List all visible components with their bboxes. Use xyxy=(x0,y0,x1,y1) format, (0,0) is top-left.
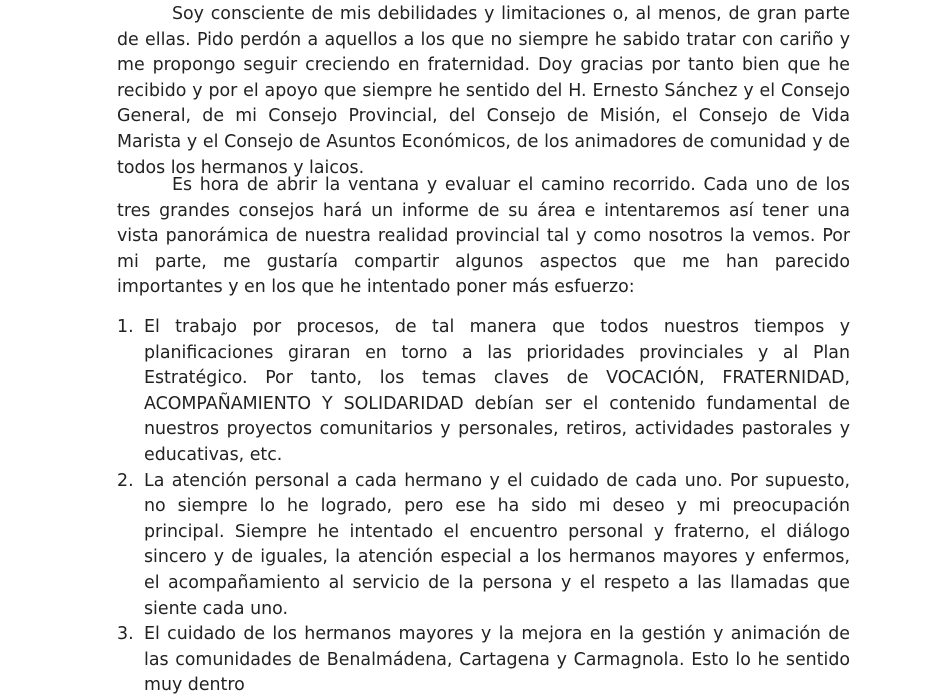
paragraph-evaluation: Es hora de abrir la ventana y evaluar el camino recorrido. Cada uno de los tres grandes consejos hará un informe de su área e intentaremos así tener una vista panorámica de nuestra realidad provincial tal y como nosotros la vemos. Por mi parte, me gustaría compartir algunos aspectos que me han parecido importantes y en los que he intentado poner más esfuerzo: xyxy=(117,175,850,298)
list-item xyxy=(117,315,850,469)
list-item-number: 3. xyxy=(117,624,134,645)
list-item-text: El trabajo por procesos, de tal manera que todos nuestros tiempos y planificaciones giraran en torno a las prioridades provinciales y al Plan Estratégico. Por tanto, los temas claves de VOCACIÓN, FRATERNIDAD, ACOMPAÑAMIENTO Y SOLIDARIDAD debían ser el contenido fundamental de nuestros proyectos comunitarios y personales, retiros, actividades pastorales y educativas, etc. xyxy=(144,317,850,465)
list-item xyxy=(117,622,850,699)
list-item xyxy=(117,469,850,623)
list-item-text: El cuidado de los hermanos mayores y la mejora en la gestión y animación de las comunidades de Benalmádena, Cartagena y Carmagnola. Esto lo he sentido muy dentro xyxy=(144,624,850,696)
list-item-number: 1. xyxy=(117,317,134,337)
numbered-list xyxy=(117,315,850,699)
paragraph-gratitude: Soy consciente de mis debilidades y limitaciones o, al menos, de gran parte de ellas. Pido perdón a aquellos a los que no siempre he sabido tratar con cariño y me propongo seguir creciendo en fraternidad. Doy gracias por tanto bien que he recibido y por el apoyo que siempre he sentido del H. Ernesto Sánchez y el Consejo General, de mi Consejo Provincial, del Consejo de Misión, el Consejo de Vida Marista y el Consejo de Asuntos Económicos, de los animadores de comunidad y de todos los hermanos y laicos. xyxy=(117,4,850,178)
list-item-number: 2. xyxy=(117,470,134,491)
list-item-text: La atención personal a cada hermano y el cuidado de cada uno. Por supuesto, no siempre lo he logrado, pero ese ha sido mi deseo y mi preocupación principal. Siempre he intentado el encuentro personal y fraterno, el diálogo sincero y de iguales, la atención especial a los hermanos mayores y enfermos, el acompañamiento al servicio de la persona y el respeto a las llamadas que siente cada uno. xyxy=(144,470,850,619)
